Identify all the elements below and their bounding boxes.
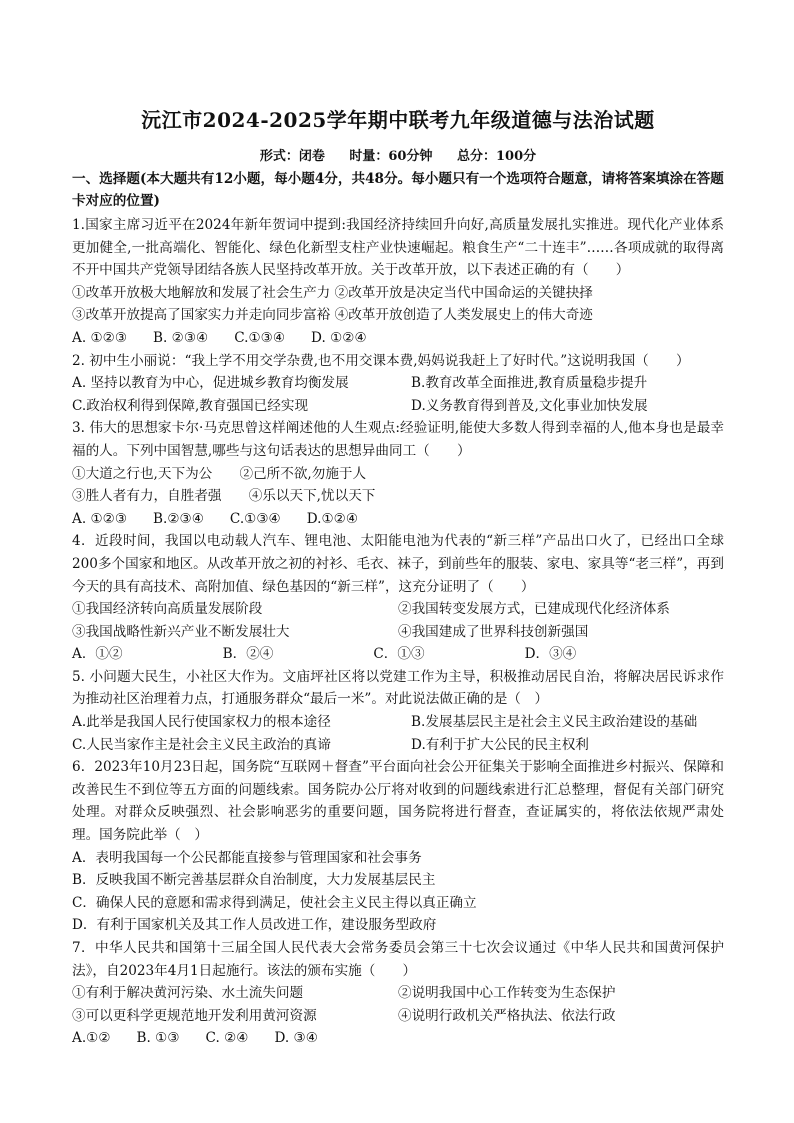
question-7: [72, 937, 724, 1050]
choice-row: [72, 711, 724, 734]
answer-choices: [72, 1027, 724, 1050]
question-1: [72, 214, 724, 350]
answer-choices: [72, 508, 724, 531]
choice-row: [72, 734, 724, 757]
question-stem: 2. 初中生小丽说：“我上学不用交学杂费,也不用交课本费,妈妈说我赶上了好时代。”这说明我国（ ）: [72, 352, 690, 369]
exam-form: 形式：闭卷: [259, 149, 325, 164]
option-2: ②我国转变发展方式，已建成现代化经济体系: [398, 601, 670, 618]
exam-score: 总分：100分: [457, 149, 537, 164]
option-line: ①改革开放极大地解放和发展了社会生产力 ②改革开放是决定当代中国命运的关键抉择: [72, 284, 593, 301]
choice-row: [72, 395, 724, 418]
question-6: [72, 756, 724, 937]
answer-choices: [72, 327, 724, 350]
exam-time: 时量：60分钟: [349, 149, 433, 164]
choice-c: C．确保人民的意愿和需求得到满足，使社会主义民主得以真正确立: [72, 894, 477, 911]
choice-c: C．①③: [373, 646, 425, 663]
choice-a: A．①②: [72, 646, 123, 663]
question-3: [72, 417, 724, 530]
question-stem: 6．2023年10月23日起，国务院“互联网＋督查”平台面向社会公开征集关于影响全面推进乡村振兴、保障和改善民生不到位等五方面的问题线索。国务院办公厅将对收到的问题线索进行汇总整理，督促有关部门研究处理。对群众反映强烈、社会影响恶劣的重要问题，国务院将进行督查，查证属实的，将依法依规严肃处理。国务院此举（ ）: [72, 759, 724, 844]
choice-d: D．③④: [524, 646, 577, 663]
choice-c: C.人民当家作主是社会主义民主政治的真谛: [72, 736, 331, 753]
question-stem: 1.国家主席习近平在2024年新年贺词中提到:我国经济持续回升向好,高质量发展扎实推进。现代化产业体系更加健全,一批高端化、智能化、绿色化新型支柱产业快速崛起。粮食生产“二十连丰”……各项成就的取得离不开中国共产党领导团结各族人民坚持改革开放。关于改革开放，以下表述正确的有（ ）: [72, 217, 724, 279]
choice-b: B．反映我国不断完善基层群众自治制度，大力发展基层民主: [72, 872, 436, 889]
exam-meta: [72, 145, 724, 164]
question-2: [72, 350, 724, 418]
choice-d: D. ③④: [274, 1030, 318, 1047]
answer-choices: [72, 643, 724, 666]
choice-a: A. ①②③: [72, 329, 128, 346]
choice-b: B．②④: [222, 646, 274, 663]
option-row: [72, 1005, 724, 1028]
choice-b: B. ②③④: [153, 329, 209, 346]
question-stem: 7．中华人民共和国第十三届全国人民代表大会常务委员会第三十七次会议通过《中华人民共和国黄河保护法》，自2023年4月1日起施行。该法的颁布实施（ ）: [72, 940, 724, 979]
option-3: ③可以更科学更规范地开发利用黄河资源: [72, 1007, 317, 1024]
option-1: ①我国经济转向高质量发展阶段: [72, 601, 263, 618]
page-title: 沅江市2024-2025学年期中联考九年级道德与法治试题: [141, 108, 655, 132]
option-row: [72, 598, 724, 621]
choice-a: A.①②: [72, 1030, 111, 1047]
choice-a: A.此举是我国人民行使国家权力的根本途径: [72, 714, 331, 731]
choice-c: C.①③④: [229, 510, 281, 527]
choice-b: B.发展基层民主是社会主义民主政治建设的基础: [411, 714, 698, 731]
choice-b: B. ①③: [136, 1030, 180, 1047]
question-stem: 5. 小问题大民生，小社区大作为。文庙坪社区将以党建工作为主导，积极推动居民自治，将解决居民诉求作为推动社区治理着力点，打通服务群众“最后一米”。对此说法做正确的是（ ）: [72, 668, 724, 708]
option-4: ④我国建成了世界科技创新强国: [398, 623, 589, 640]
option-row: [72, 982, 724, 1005]
question-stem: 4．近段时间，我国以电动载人汽车、锂电池、太阳能电池为代表的“新三样”产品出口火了，已经出口全球200多个国家和地区。从改革开放之初的衬衫、毛衣、袜子，到前些年的服装、家电、家具等“老三样”，再到今天的具有高技术、高附加值、绿色基因的“新三样”，这充分证明了（ ）: [72, 533, 724, 595]
choice-b: B.②③④: [153, 510, 204, 527]
option-2: ②说明我国中心工作转变为生态保护: [398, 985, 616, 1002]
choice-b: B.教育改革全面推进,教育质量稳步提升: [411, 375, 648, 392]
choice-d: D.有利于扩大公民的民主权利: [411, 736, 589, 753]
choice-a: A．表明我国每一个公民都能直接参与管理国家和社会事务: [72, 849, 422, 866]
choice-d: D．有利于国家机关及其工作人员改进工作，建设服务型政府: [72, 917, 437, 934]
exam-page: [72, 104, 724, 1050]
choice-a: A. 坚持以教育为中心，促进城乡教育均衡发展: [72, 375, 349, 392]
option-3: ③我国战略性新兴产业不断发展壮大: [72, 623, 290, 640]
question-5: [72, 666, 724, 756]
option-line: ①大道之行也,天下为公 ②己所不欲,勿施于人: [72, 465, 367, 482]
option-line: ③胜人者有力，自胜者强 ④乐以天下,忧以天下: [72, 488, 376, 505]
option-4: ④说明行政机关严格执法、依法行政: [398, 1007, 616, 1024]
choice-c: C.政治权利得到保障,教育强国已经实现: [72, 397, 309, 414]
question-4: [72, 530, 724, 666]
option-1: ①有利于解决黄河污染、水土流失问题: [72, 985, 304, 1002]
choice-a: A. ①②③: [72, 510, 128, 527]
choice-c: C. ②④: [205, 1030, 249, 1047]
section-heading: 一、选择题(本大题共有12小题，每小题4分，共48分。每小题只有一个选项符合题意，请将答案填涂在答题卡对应的位置): [72, 171, 724, 209]
choice-row: [72, 372, 724, 395]
choice-c: C.①③④: [234, 329, 286, 346]
choice-d: D.①②④: [306, 510, 359, 527]
question-stem: 3. 伟大的思想家卡尔·马克思曾这样阐述他的人生观点:经验证明,能使大多数人得到幸福的人,他本身也是最幸福的人。下列中国智慧,哪些与这句话表达的思想异曲同工（ ）: [72, 420, 724, 459]
choice-d: D.义务教育得到普及,文化事业加快发展: [411, 397, 648, 414]
option-line: ③改革开放提高了国家实力并走向同步富裕 ④改革开放创造了人类发展史上的伟大奇迹: [72, 307, 593, 324]
choice-d: D. ①②④: [311, 329, 367, 346]
option-row: [72, 621, 724, 644]
